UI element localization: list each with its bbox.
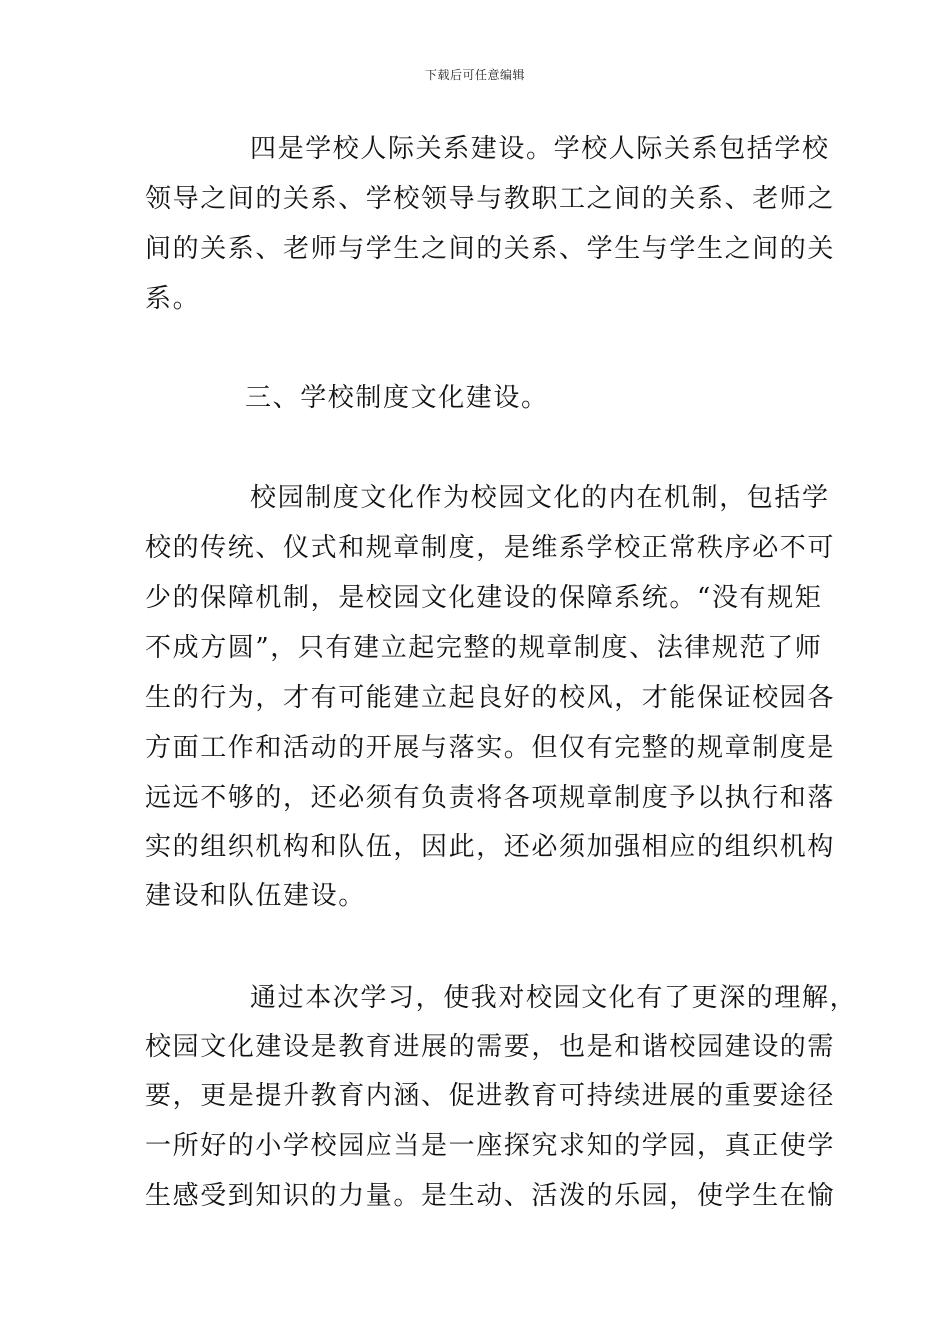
paragraph-line: 少的保障机制，是校园文化建设的保障系统。“没有规矩 bbox=[145, 583, 823, 613]
page-header: 下载后可任意编辑 bbox=[424, 68, 525, 82]
paragraph-line: 远远不够的，还必须有负责将各项规章制度予以执行和落 bbox=[145, 783, 836, 813]
paragraph-line: 不成方圆”，只有建立起完整的规章制度、法律规范了师 bbox=[145, 633, 823, 663]
paragraph-line: 领导之间的关系、学校领导与教职工之间的关系、老师之 bbox=[145, 184, 836, 214]
paragraph-line: 实的组织机构和队伍，因此，还必须加强相应的组织机构 bbox=[145, 832, 836, 862]
paragraph-line: 一所好的小学校园应当是一座探究求知的学园，真正使学 bbox=[145, 1131, 836, 1161]
paragraph-line: 生的行为，才有可能建立起良好的校风，才能保证校园各 bbox=[145, 683, 836, 713]
paragraph-line: 间的关系、老师与学生之间的关系、学生与学生之间的关 bbox=[145, 234, 836, 264]
paragraph-line: 方面工作和活动的开展与落实。但仅有完整的规章制度是 bbox=[145, 733, 836, 763]
paragraph-line: 通过本次学习，使我对校园文化有了更深的理解， bbox=[250, 983, 858, 1013]
paragraph-line: 校的传统、仪式和规章制度，是维系学校正常秩序必不可 bbox=[145, 533, 836, 563]
paragraph-line: 建设和队伍建设。 bbox=[145, 881, 366, 911]
paragraph-line: 四是学校人际关系建设。学校人际关系包括学校 bbox=[250, 134, 830, 164]
section-heading: 三、学校制度文化建设。 bbox=[245, 383, 549, 413]
paragraph-line: 要，更是提升教育内涵、促进教育可持续进展的重要途径 bbox=[145, 1081, 836, 1111]
paragraph-line: 校园文化建设是教育进展的需要，也是和谐校园建设的需 bbox=[145, 1032, 836, 1062]
paragraph-line: 系。 bbox=[145, 284, 201, 314]
paragraph-line: 生感受到知识的力量。是生动、活泼的乐园，使学生在愉 bbox=[145, 1181, 836, 1211]
paragraph-line: 校园制度文化作为校园文化的内在机制，包括学 bbox=[250, 483, 830, 513]
